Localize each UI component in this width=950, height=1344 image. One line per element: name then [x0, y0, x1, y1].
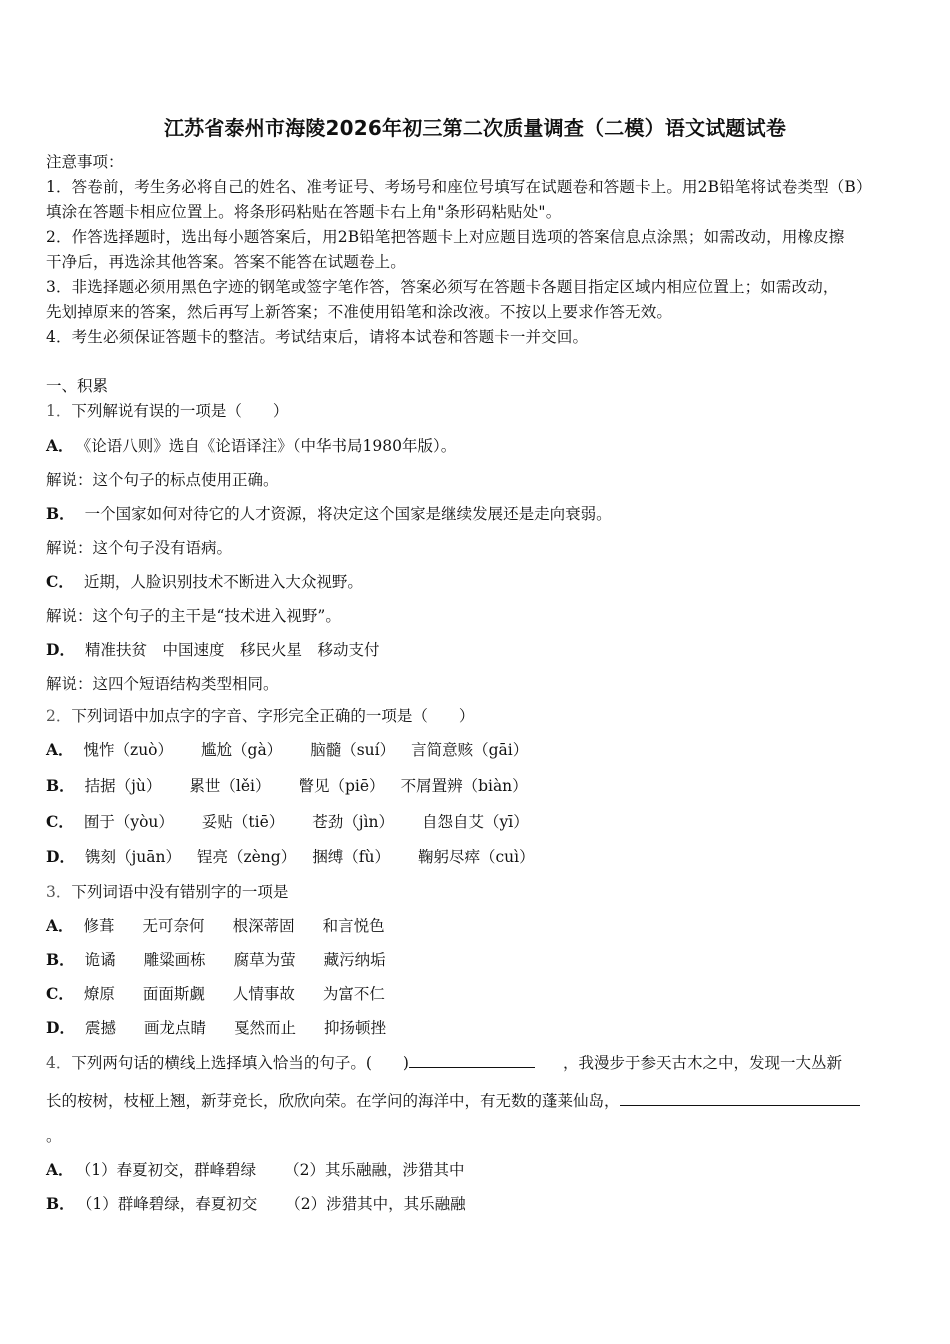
q2-option [46, 812, 529, 832]
option-label: A． [46, 916, 74, 935]
question-4-stem [46, 1052, 842, 1073]
notes-line: 3．非选择题必须用黑色字迹的钢笔或签字笔作答，答案必须写在答题卡各题目指定区域内相应位置上；如需改动， [46, 278, 839, 296]
question-number: 3． [46, 883, 72, 901]
option-item: 人情事故 [232, 985, 295, 1003]
option-label: D． [46, 1018, 75, 1037]
option-item: 累世（lěi） [189, 777, 271, 795]
option-label: B． [46, 1194, 75, 1213]
q1-line [46, 504, 612, 524]
q4-option [46, 1160, 465, 1180]
q4-option [46, 1194, 466, 1214]
q2-option [46, 740, 528, 760]
q1-explanation: 解说：这个句子没有语病。 [46, 539, 233, 557]
option-item: （2）涉猎其中，其乐融融 [285, 1195, 466, 1213]
option-item: 拮据（jù） [84, 777, 162, 795]
question-number: 1． [46, 402, 72, 420]
option-item: 镌刻（juān） [84, 848, 181, 866]
option-label: C． [46, 984, 74, 1003]
option-item: （1）春夏初交，群峰碧绿 [83, 1161, 257, 1179]
q3-option [46, 984, 385, 1004]
option-item: 捆缚（fù） [312, 848, 390, 866]
q2-option [46, 776, 528, 796]
option-item: 雕粱画栋 [143, 951, 206, 969]
option-text: 《论语八则》选自《论语译注》（中华书局1980年版）。 [83, 437, 457, 455]
option-label: B． [46, 950, 75, 969]
option-item: 自怨自艾（yī） [422, 813, 529, 831]
option-item: 脑髓（suí） [310, 741, 396, 759]
question-2-stem [46, 706, 474, 726]
option-item: 无可奈何 [142, 917, 205, 935]
option-item: 囿于（yòu） [83, 813, 174, 831]
option-item: 为富不仁 [322, 985, 385, 1003]
option-label: B． [46, 504, 75, 523]
q2-option [46, 847, 535, 867]
option-item: 藏污纳垢 [323, 951, 386, 969]
option-item: 锃亮（zèng） [196, 848, 297, 866]
option-label: B． [46, 776, 75, 795]
question-text: 长的桉树，枝桠上翘，新芽竞长，欣欣向荣。在学问的海洋中，有无数的蓬莱仙岛， [46, 1092, 620, 1110]
option-item: 根深蒂固 [232, 917, 295, 935]
question-3-stem [46, 882, 288, 902]
question-4-end: 。 [46, 1127, 62, 1145]
section-heading: 一、积累 [46, 377, 109, 395]
question-text: 下列词语中加点字的字音、字形完全正确的一项是（ ） [71, 707, 475, 725]
option-item: 震撼 [84, 1019, 116, 1037]
answer-blank[interactable] [620, 1090, 860, 1106]
option-label: A． [46, 436, 74, 455]
notes-line: 1．答卷前，考生务必将自己的姓名、准考证号、考场号和座位号填写在试题卷和答题卡上。用2B铅笔将试卷类型（B） [46, 178, 872, 196]
option-label: D． [46, 847, 75, 866]
option-item: 不屑置辨（biàn） [400, 777, 528, 795]
option-item: 苍劲（jìn） [312, 813, 395, 831]
q1-line [46, 640, 379, 660]
notes-line: 4．考生必须保证答题卡的整洁。考试结束后，请将本试卷和答题卡一并交回。 [46, 328, 589, 346]
option-item: 瞥见（piē） [298, 777, 385, 795]
option-item: 诡谲 [84, 951, 116, 969]
option-item: （2）其乐融融，涉猎其中 [284, 1161, 465, 1179]
option-item: 尴尬（gà） [201, 741, 283, 759]
option-item: 妥贴（tiē） [201, 813, 285, 831]
notes-line: 填涂在答题卡相应位置上。将条形码粘贴在答题卡右上角"条形码粘贴处"。 [46, 203, 562, 221]
answer-blank[interactable] [409, 1052, 535, 1068]
exam-title: 江苏省泰州市海陵2026年初三第二次质量调查（二模）语文试题试卷 [163, 116, 787, 140]
option-item: 画龙点睛 [143, 1019, 206, 1037]
question-1-stem [46, 401, 288, 421]
option-label: C． [46, 572, 74, 591]
option-item: 腐草为萤 [233, 951, 296, 969]
q3-option [46, 1018, 386, 1038]
option-item: 鞠躬尽瘁（cuì） [417, 848, 535, 866]
q3-option [46, 916, 385, 936]
q1-explanation: 解说：这个句子的标点使用正确。 [46, 471, 279, 489]
q3-option [46, 950, 386, 970]
option-label: A． [46, 740, 74, 759]
option-text: 近期，人脸识别技术不断进入大众视野。 [83, 573, 363, 591]
option-item: 修葺 [83, 917, 115, 935]
question-text: 下列两句话的横线上选择填入恰当的句子。( ) [71, 1054, 409, 1072]
question-number: 2． [46, 707, 72, 725]
option-text: 一个国家如何对待它的人才资源，将决定这个国家是继续发展还是走向衰弱。 [84, 505, 612, 523]
option-item: 和言悦色 [322, 917, 385, 935]
question-text: 下列词语中没有错别字的一项是 [71, 883, 289, 901]
option-item: 抑扬顿挫 [324, 1019, 387, 1037]
q1-line [46, 572, 363, 592]
option-label: C． [46, 812, 74, 831]
option-text: 精准扶贫 中国速度 移民火星 移动支付 [84, 641, 380, 659]
question-number: 4． [46, 1054, 72, 1072]
option-label: A． [46, 1160, 74, 1179]
option-item: 言简意赅（gāi） [411, 741, 529, 759]
question-4-line2 [46, 1090, 860, 1111]
option-label: D． [46, 640, 75, 659]
q1-line [46, 436, 456, 456]
question-text: ，我漫步于参天古木之中，发现一大丛新 [562, 1054, 842, 1072]
notes-heading: 注意事项： [46, 153, 124, 171]
question-text: 下列解说有误的一项是（ ） [71, 402, 289, 420]
notes-line: 干净后，再选涂其他答案。答案不能答在试题卷上。 [46, 253, 406, 271]
option-item: 面面斯觑 [142, 985, 205, 1003]
notes-line: 2．作答选择题时，选出每小题答案后，用2B铅笔把答题卡上对应题目选项的答案信息点涂黑；如需改动，用橡皮擦 [46, 228, 845, 246]
option-item: 愧怍（zuò） [83, 741, 174, 759]
notes-line: 先划掉原来的答案，然后再写上新答案；不准使用铅笔和涂改液。不按以上要求作答无效。 [46, 303, 673, 321]
q1-explanation: 解说：这四个短语结构类型相同。 [46, 675, 279, 693]
option-item: （1）群峰碧绿，春夏初交 [84, 1195, 258, 1213]
option-item: 戛然而止 [233, 1019, 296, 1037]
q1-explanation: 解说：这个句子的主干是“技术进入视野”。 [46, 607, 341, 625]
option-item: 燎原 [83, 985, 115, 1003]
